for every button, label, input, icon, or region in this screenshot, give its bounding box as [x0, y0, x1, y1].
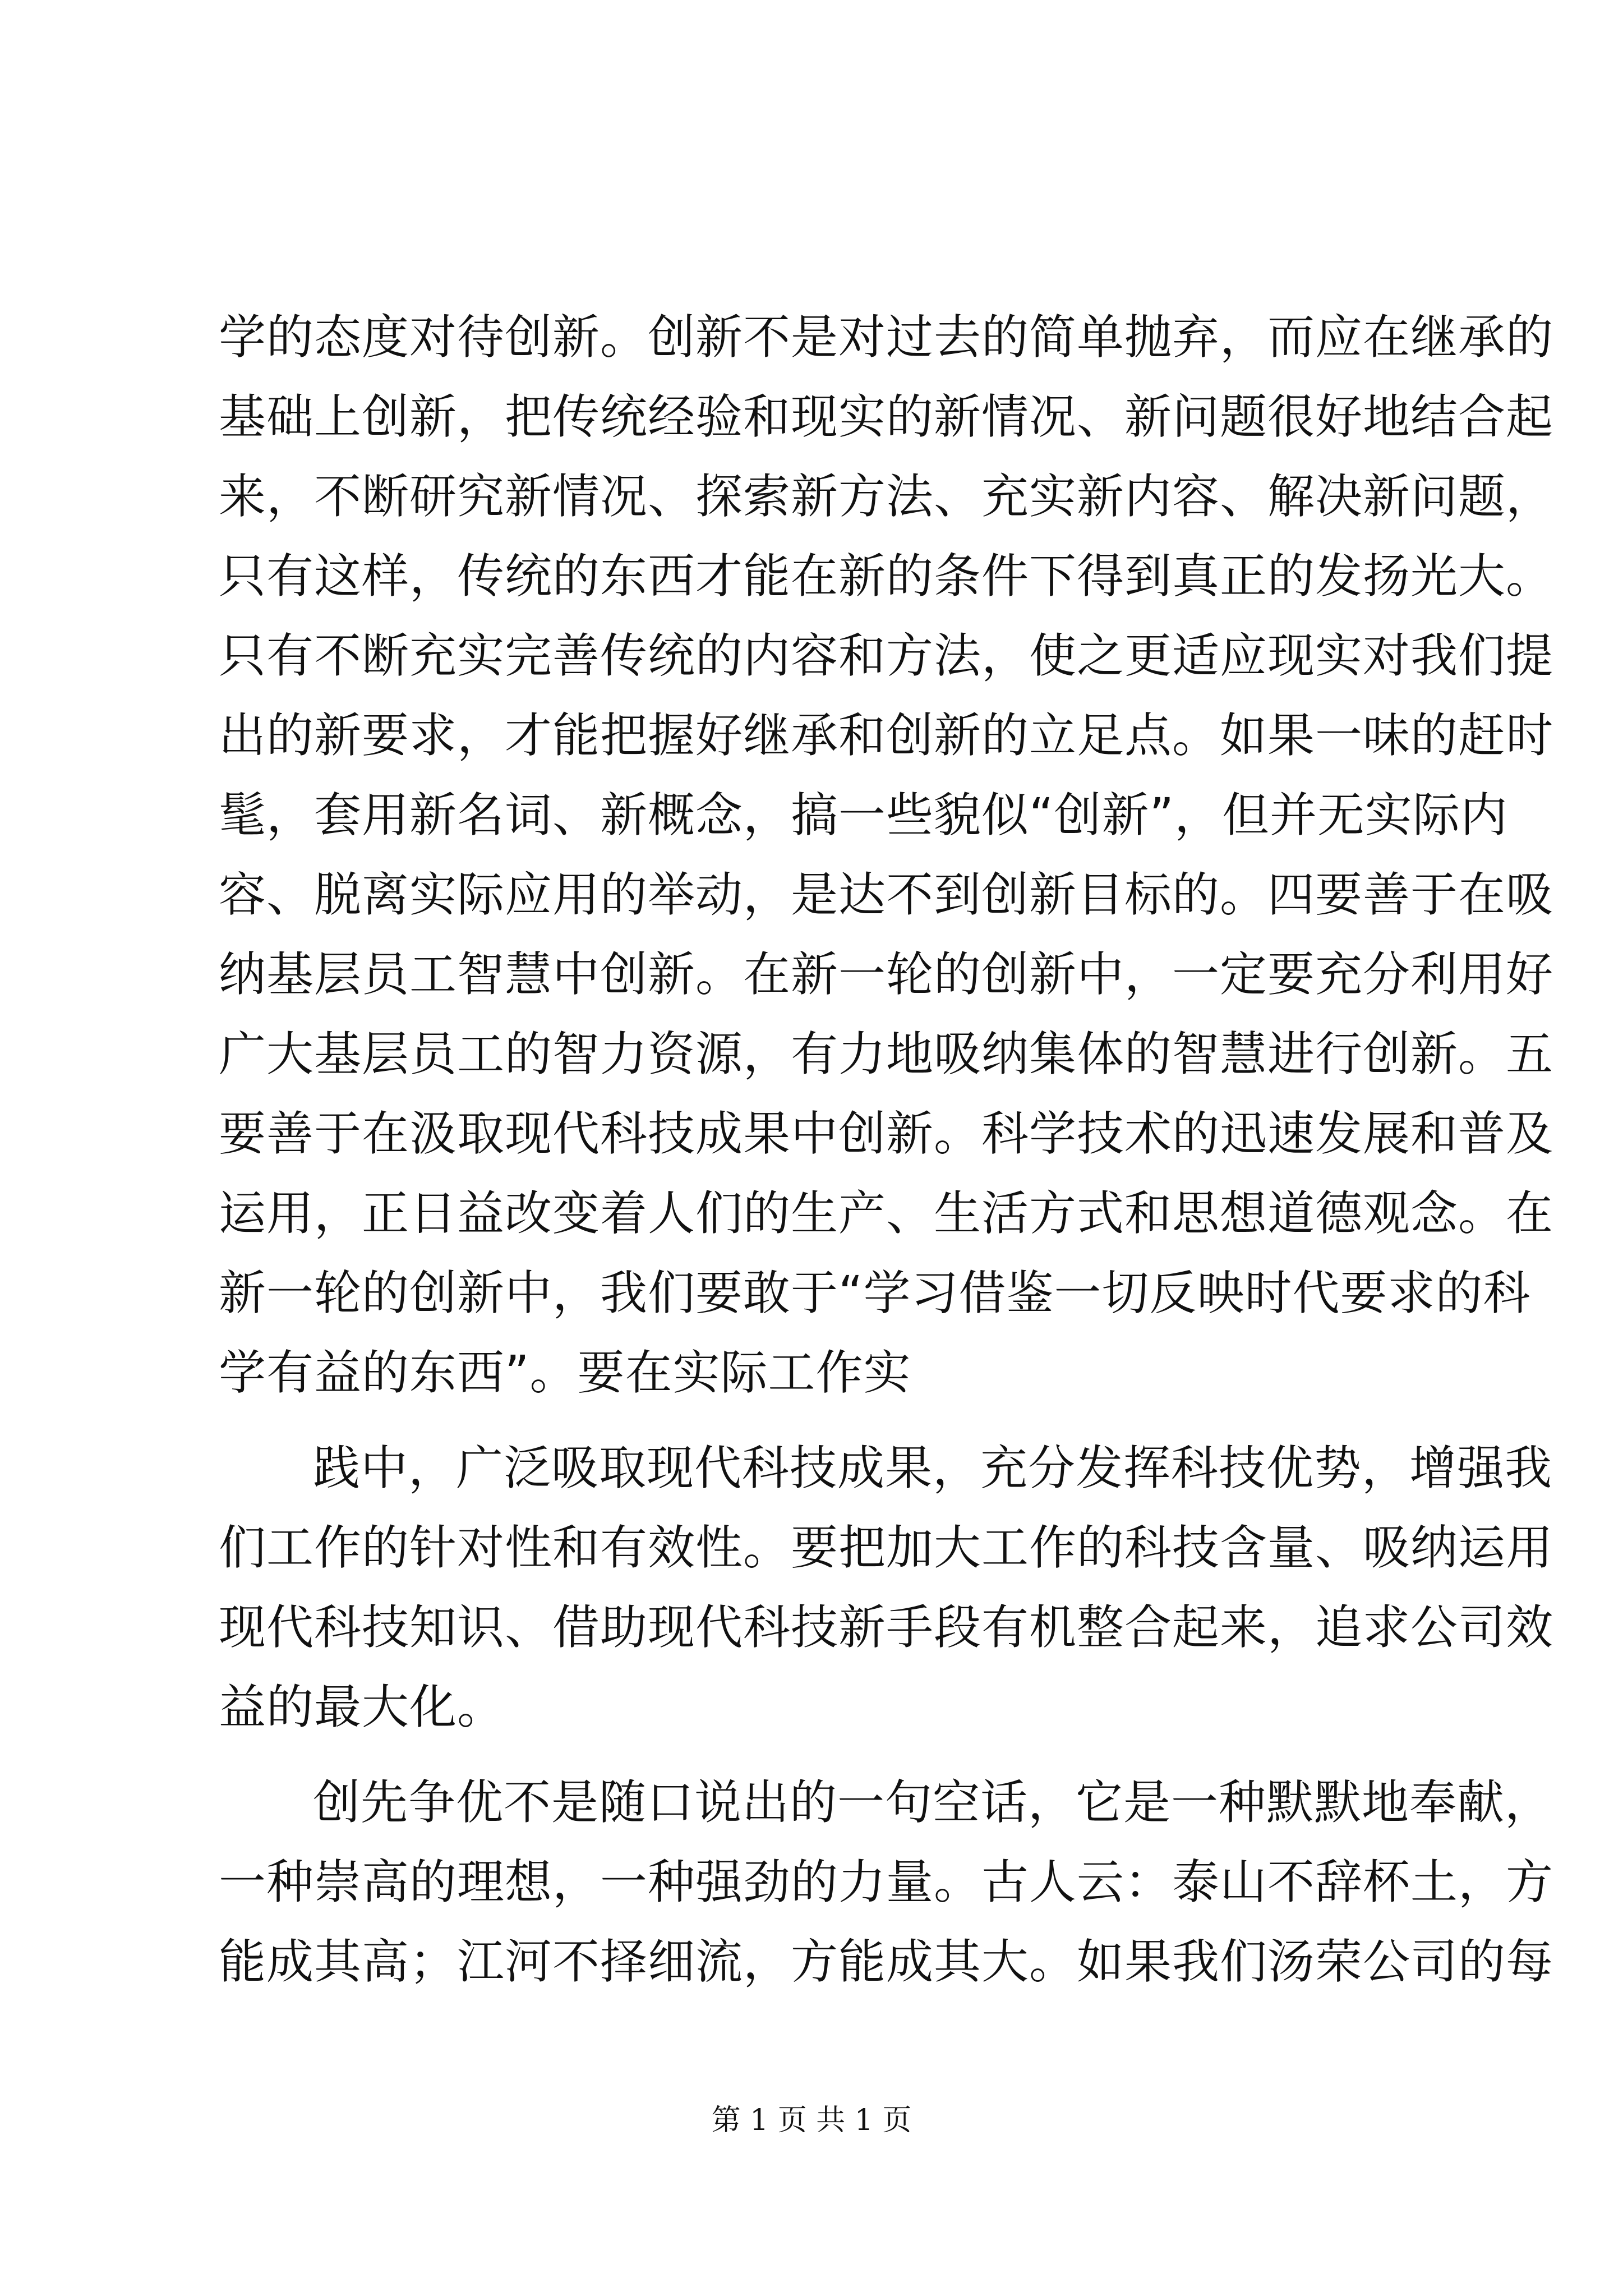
text-line: 基础上创新，把传统经验和现实的新情况、新问题很好地结合起: [219, 389, 1554, 444]
text-line: 创先争优不是随口说出的一句空话，它是一种默默地奉献，: [313, 1775, 1553, 1830]
paragraph-2: [219, 1428, 1554, 1747]
text-line: 出的新要求，才能把握好继承和创新的立足点。如果一味的赶时: [219, 708, 1554, 763]
text-line: 学的态度对待创新。创新不是对过去的简单抛弃，而应在继承的: [219, 310, 1554, 365]
text-line: 新一轮的创新中，我们要敢于“学习借鉴一切反映时代要求的科: [219, 1266, 1531, 1320]
text-line: 益的最大化。: [219, 1680, 505, 1734]
text-line: 来，不断研究新情况、探索新方法、充实新内容、解决新问题，: [219, 469, 1554, 524]
paragraph-3: [219, 1763, 1554, 2001]
paragraph-spacer: [219, 1747, 1424, 1763]
text-line: 容、脱离实际应用的举动，是达不到创新目标的。四要善于在吸: [219, 867, 1554, 922]
text-line: 践中，广泛吸取现代科技成果，充分发挥科技优势，增强我: [313, 1441, 1553, 1496]
text-line: 只有这样，传统的东西才能在新的条件下得到真正的发扬光大。: [219, 549, 1554, 604]
text-line: 要善于在汲取现代科技成果中创新。科学技术的迅速发展和普及: [219, 1106, 1554, 1161]
paragraph-spacer: [219, 1412, 1424, 1428]
text-line: 现代科技知识、借助现代科技新手段有机整合起来，追求公司效: [219, 1600, 1554, 1655]
text-line: 运用，正日益改变着人们的生产、生活方式和思想道德观念。在: [219, 1186, 1554, 1241]
document-body: [219, 297, 1554, 2001]
page-footer: 第 1 页 共 1 页: [711, 2104, 912, 2137]
text-line: 们工作的针对性和有效性。要把加大工作的科技含量、吸纳运用: [219, 1520, 1554, 1575]
text-line: 学有益的东西”。要在实际工作实: [219, 1345, 911, 1400]
text-line: 一种崇高的理想，一种强劲的力量。古人云：泰山不辞杯土，方: [219, 1855, 1554, 1910]
text-line: 纳基层员工智慧中创新。在新一轮的创新中，一定要充分利用好: [219, 947, 1554, 1002]
paragraph-1: [219, 297, 1554, 1412]
text-line: 能成其高；江河不择细流，方能成其大。如果我们汤荣公司的每: [219, 1934, 1554, 1989]
text-line: 髦，套用新名词、新概念，搞一些貌似“创新”，但并无实际内: [219, 788, 1509, 843]
text-line: 广大基层员工的智力资源，有力地吸纳集体的智慧进行创新。五: [219, 1027, 1554, 1082]
text-line: 只有不断充实完善传统的内容和方法，使之更适应现实对我们提: [219, 628, 1554, 683]
